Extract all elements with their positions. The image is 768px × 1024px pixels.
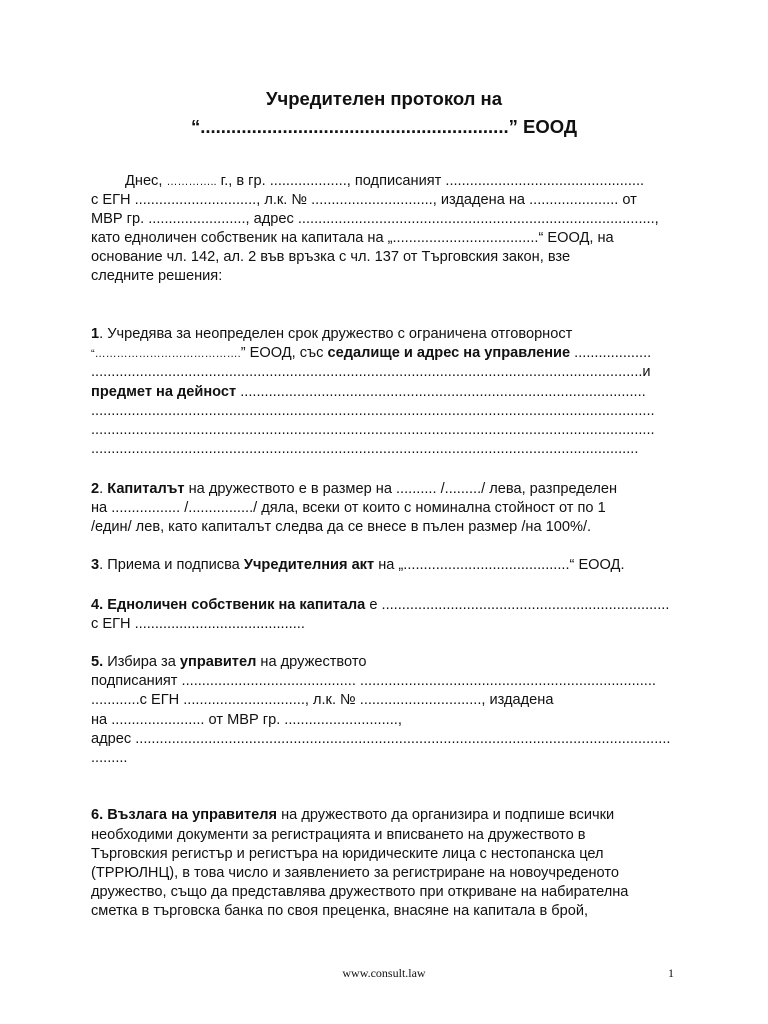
section-6-line: необходими документи за регистрацията и вписването на дружеството в	[91, 827, 586, 843]
section-5-line: адрес ....................................................................................................................................	[91, 731, 671, 747]
section-3-line: 3. Приема и подписва Учредителния акт на „.........................................“ ЕООД.	[91, 557, 625, 573]
section-1-line: ...........................................................................................................................................	[91, 422, 655, 438]
section-6-line: 6. Възлага на управителя на дружеството да организира и подпише всички	[91, 807, 615, 823]
intro-line: МВР гр. ........................, адрес ........................................................................................,	[91, 211, 659, 227]
section-5-line: ............с ЕГН .............................., л.к. № .............................., издадена	[91, 692, 554, 708]
document-title: Учредителен протокол на	[265, 88, 503, 109]
section-1-line: ...........................................................................................................................................	[91, 403, 655, 419]
intro-line: следните решения:	[91, 268, 223, 284]
section-1-line: предмет на дейност ....................................................................................................	[91, 384, 646, 400]
section-1-line: “………………………………….” ЕООД, със седалище и адрес на управление ...................	[91, 345, 652, 361]
section-5-line: подписаният ........................................... .........................................................................	[91, 673, 656, 689]
section-1-line: 1. Учредява за неопределен срок дружество с ограничена отговорност	[91, 326, 573, 342]
intro-line: основание чл. 142, ал. 2 във връзка с чл. 137 от Търговския закон, взе	[91, 249, 571, 265]
section-1-line: ........................................................................................................................................и	[91, 364, 651, 380]
section-6-line: (ТРРЮЛНЦ), в това число и заявлението за регистриране на новоучреденото	[91, 865, 619, 881]
section-6-line: дружество, също да представлява дружеството при откриване на набирателна	[91, 884, 629, 900]
section-6-line: Търговския регистър и регистъра на юридическите лица с нестопанска цел	[91, 846, 604, 862]
page-number: 1	[668, 966, 674, 980]
section-5-line: 5. Избира за управител на дружеството	[91, 654, 367, 670]
section-4-line: 4. Едноличен собственик на капитала е .......................................................................	[91, 597, 670, 613]
section-1-line: .......................................................................................................................................	[91, 441, 639, 457]
intro-line: Днес, ………….. г., в гр. ..................., подписаният .................................................	[125, 173, 645, 189]
intro-line: с ЕГН .............................., л.к. № .............................., издадена на ...................... от	[91, 192, 637, 208]
section-2-line: /един/ лев, като капиталът следва да се внесе в пълен размер /на 100%/.	[91, 519, 592, 535]
section-5-line: на ....................... от МВР гр. ............................,	[91, 712, 402, 728]
intro-line: като едноличен собственик на капитала на „....................................“ ЕООД, на	[91, 230, 614, 246]
company-name-placeholder: “............................................................” ЕООД	[190, 116, 578, 137]
section-6-line: сметка в търговска банка по своя преценка, внасяне на капитала в брой,	[91, 903, 589, 919]
section-2-line: на ................. /................/ дяла, всеки от които с номинална стойност от по 1	[91, 500, 606, 516]
footer-website: www.consult.law	[342, 966, 426, 980]
section-2-line: 2. Капиталът на дружеството е в размер на .......... /........./ лева, разпределен	[91, 481, 618, 497]
section-4-line: с ЕГН ..........................................	[91, 616, 305, 632]
section-5-line: .........	[91, 750, 128, 766]
